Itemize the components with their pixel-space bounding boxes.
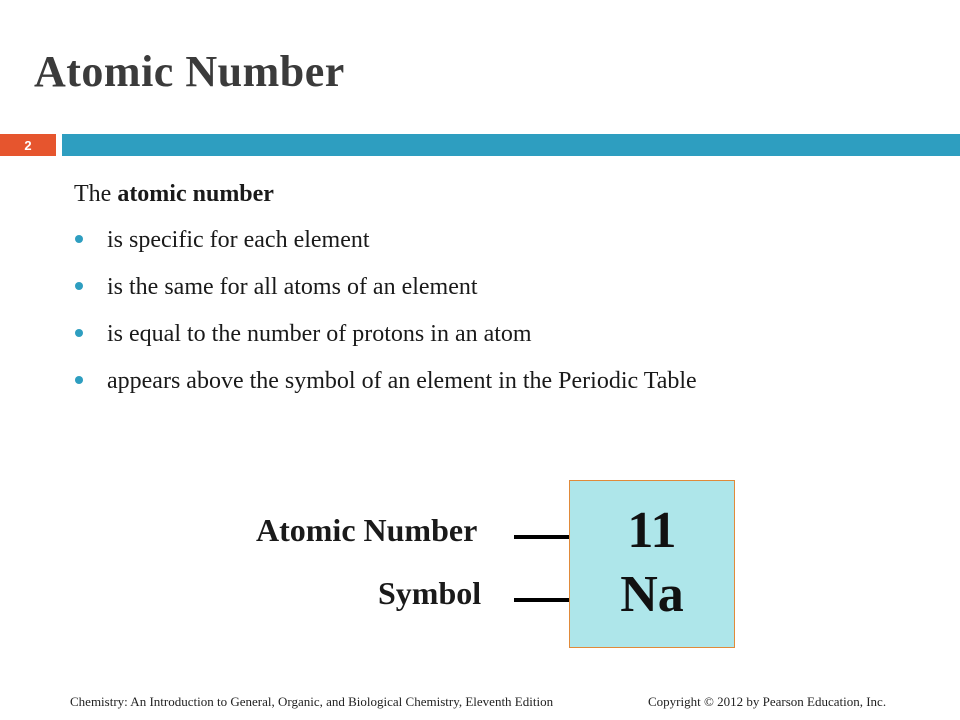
- footer-book-title: Chemistry: An Introduction to General, Organic, and Biological Chemistry, Eleventh Edition: [70, 694, 554, 709]
- footer-copyright: Copyright © 2012 by Pearson Education, Inc.: [648, 694, 887, 709]
- slide-number-badge: 2: [0, 134, 56, 156]
- bullet-list: [74, 225, 854, 413]
- intro-prefix: The: [74, 181, 118, 207]
- symbol-label: Symbol: [378, 575, 482, 611]
- intro-term: atomic number: [117, 181, 274, 207]
- accent-bar: [62, 134, 960, 156]
- bullet-dot-icon: [75, 329, 83, 337]
- slide-title: Atomic Number: [34, 47, 345, 96]
- bullet-item: [74, 225, 854, 256]
- element-atomic-number: 11: [627, 502, 677, 559]
- bullet-item: [74, 319, 854, 350]
- bullet-dot-icon: [75, 282, 83, 290]
- bullet-item: [74, 366, 854, 397]
- intro-text: [74, 181, 274, 208]
- element-symbol: Na: [620, 566, 684, 623]
- bullet-text: is equal to the number of protons in an atom: [107, 321, 532, 347]
- bullet-dot-icon: [75, 376, 83, 384]
- bullet-text: appears above the symbol of an element in the Periodic Table: [107, 368, 697, 394]
- atomic-number-label: Atomic Number: [256, 512, 478, 548]
- bullet-dot-icon: [75, 235, 83, 243]
- bullet-text: is the same for all atoms of an element: [107, 274, 478, 300]
- bullet-text: is specific for each element: [107, 227, 370, 253]
- bullet-item: [74, 272, 854, 303]
- element-tile: [569, 480, 735, 648]
